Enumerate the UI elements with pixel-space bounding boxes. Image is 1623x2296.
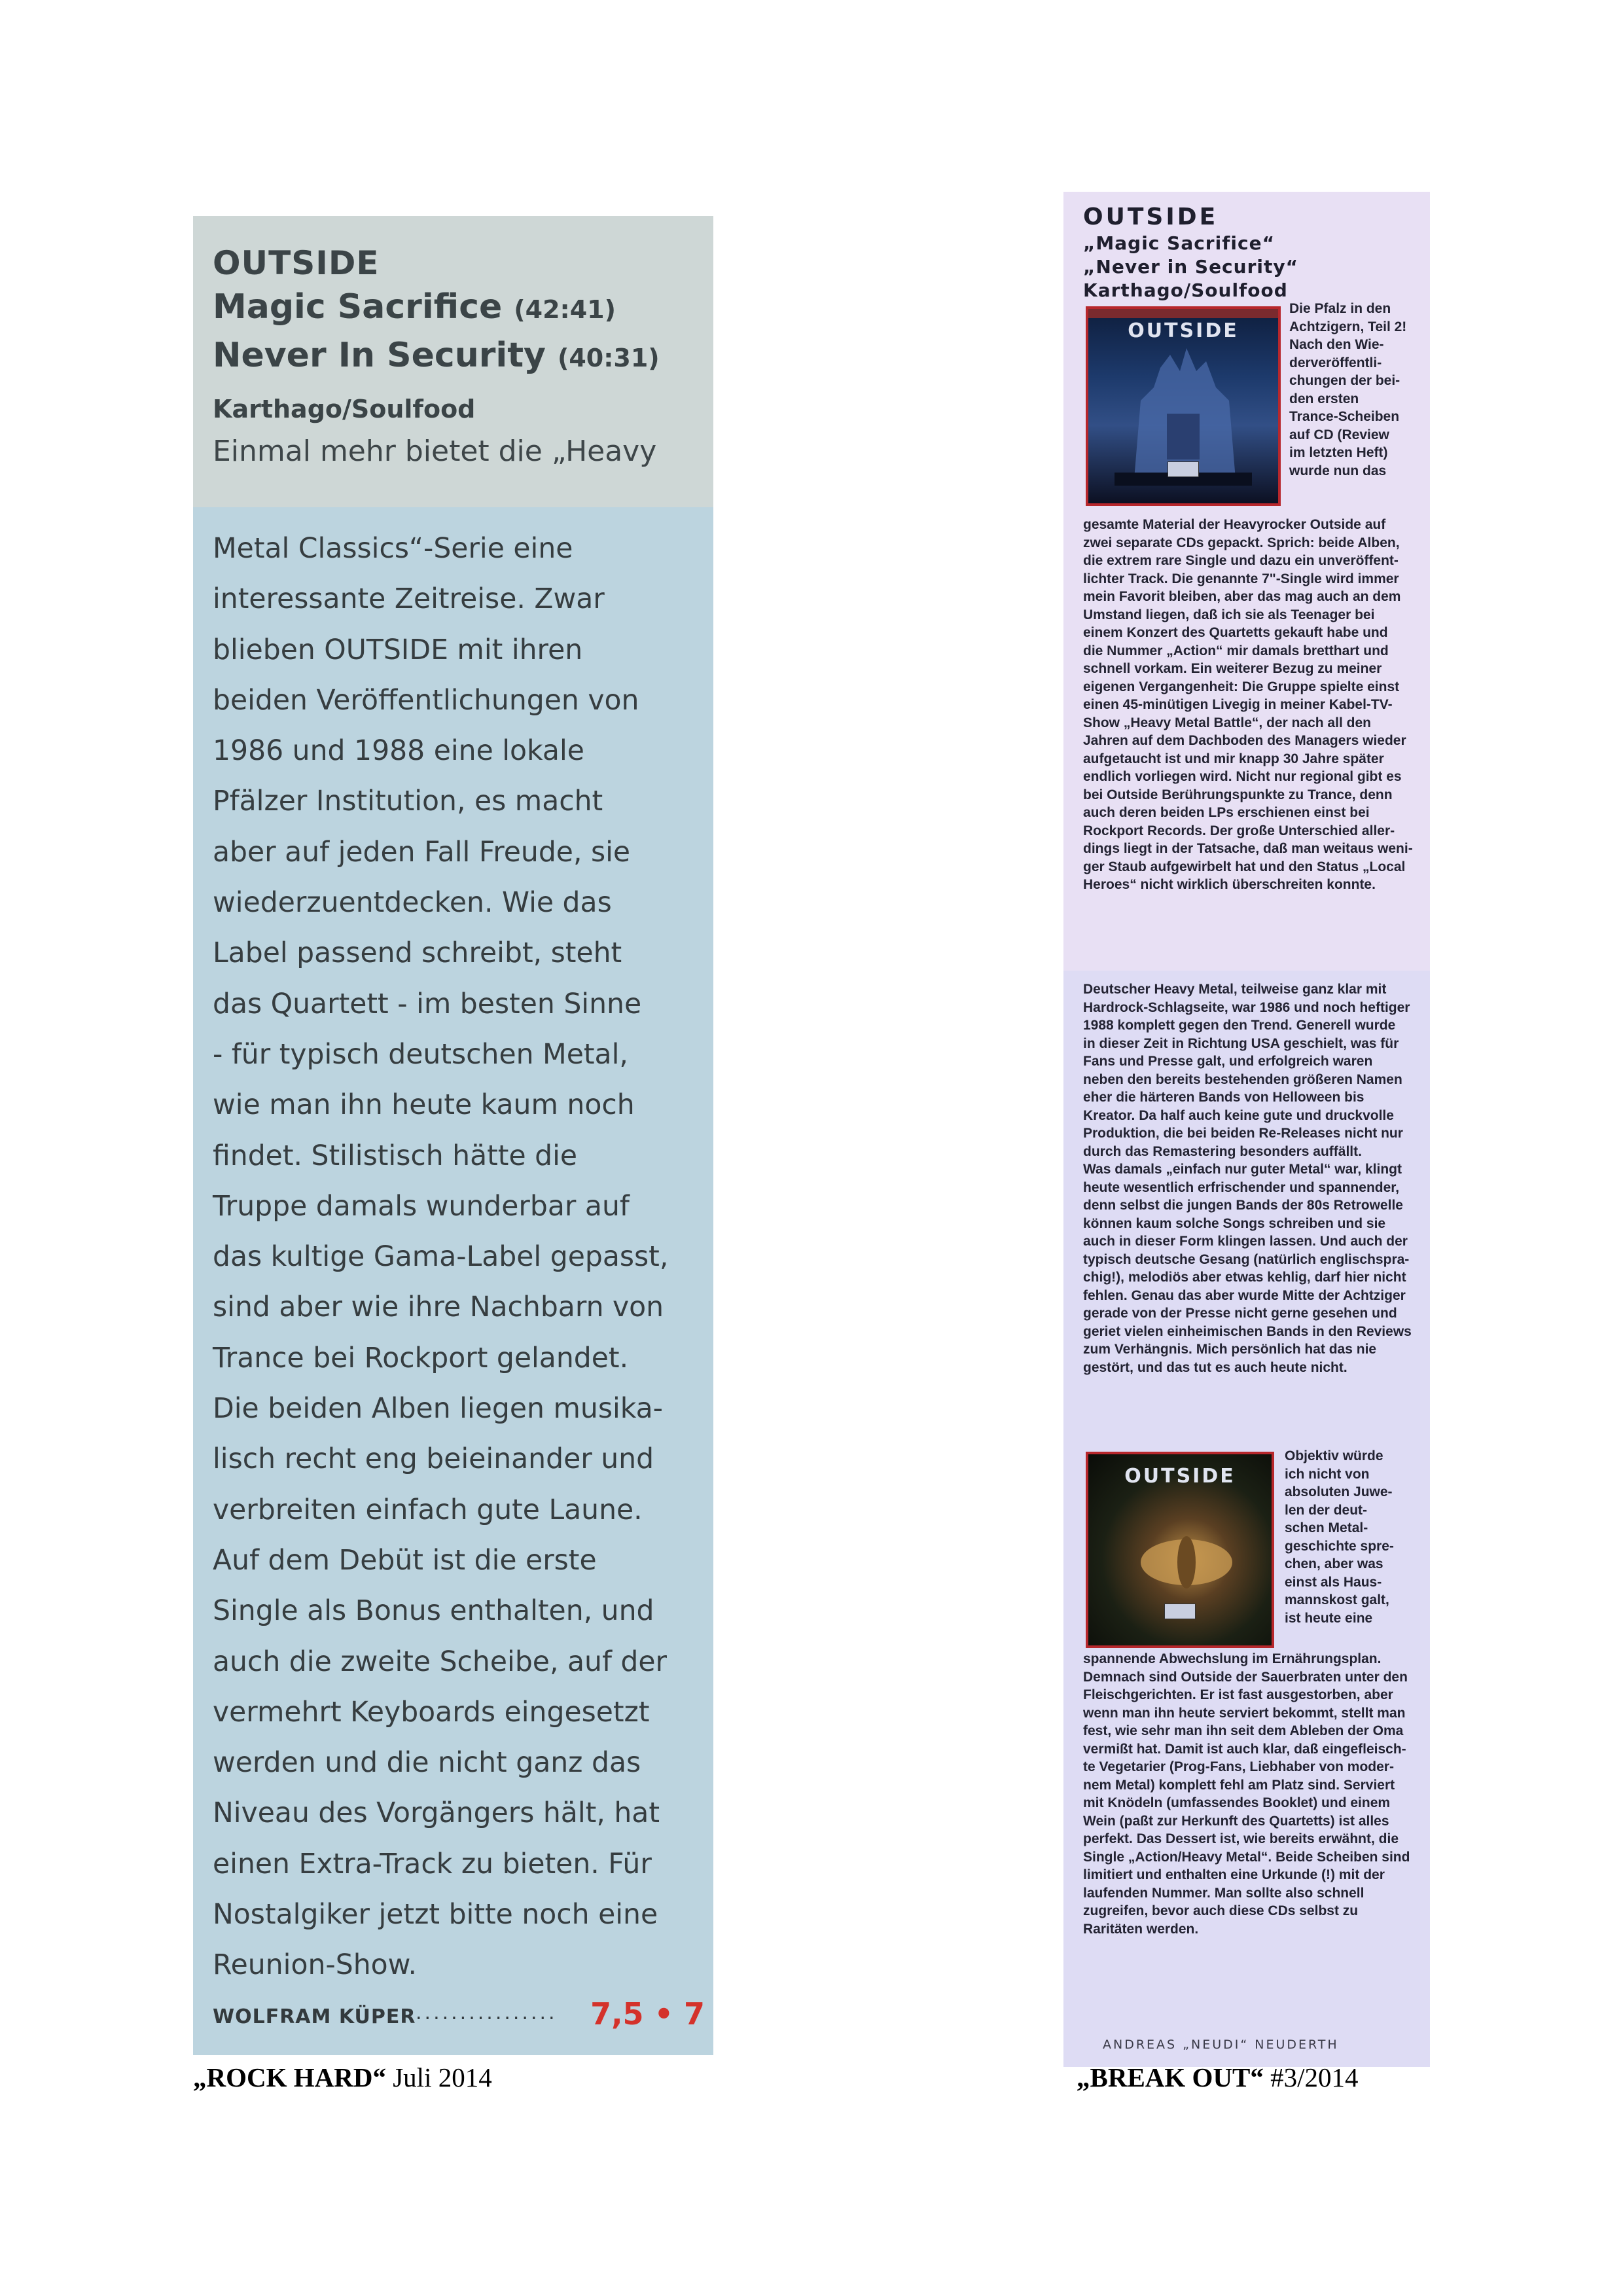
- text-line: auch deren beiden LPs erschienen einst bei: [1083, 805, 1370, 820]
- break-out-side-text-1: [1289, 300, 1427, 480]
- text-line: einst als Haus-: [1285, 1574, 1382, 1590]
- rock-hard-label: Karthago/Soulfood: [213, 395, 476, 423]
- album-2-title: Never In Security: [213, 336, 546, 375]
- text-line: Nach den Wie-: [1289, 337, 1384, 352]
- text-line: zugreifen, bevor auch diese CDs selbst zu: [1083, 1903, 1359, 1918]
- label-badge: [1168, 461, 1199, 477]
- review-line: Label passend schreibt, steht: [213, 937, 622, 970]
- caption-magazine: „BREAK OUT“: [1077, 2062, 1264, 2092]
- text-line: mannskost galt,: [1285, 1592, 1389, 1607]
- text-line: nem Metal) komplett fehl am Platz sind. Serviert: [1083, 1777, 1395, 1793]
- album-1-title: Magic Sacrifice: [213, 287, 503, 327]
- text-line: spannende Abwechslung im Ernährungsplan.: [1083, 1651, 1382, 1666]
- text-line: Produktion, die bei beiden Re-Releases nicht nur: [1083, 1126, 1403, 1141]
- text-line: chig!), melodiös aber etwas kehlig, darf hier nicht: [1083, 1270, 1406, 1285]
- text-line: Demnach sind Outside der Sauerbraten unter den: [1083, 1669, 1408, 1685]
- break-out-clipping: [1063, 192, 1430, 2067]
- break-out-band-name: OUTSIDE: [1083, 204, 1219, 230]
- review-line: Pfälzer Institution, es macht: [213, 785, 603, 818]
- review-line: sind aber wie ihre Nachbarn von: [213, 1291, 664, 1324]
- rock-hard-score: 7,5 • 7: [590, 1996, 705, 2032]
- text-line: mein Favorit bleiben, aber das mag auch an dem: [1083, 589, 1401, 604]
- text-line: ger Staub aufgewirbelt hat und den Status „Local: [1083, 859, 1406, 874]
- rock-hard-caption: [193, 2062, 492, 2093]
- text-line: geschichte spre-: [1285, 1538, 1394, 1554]
- rock-hard-band-name: OUTSIDE: [213, 244, 380, 282]
- review-line: interessante Zeitreise. Zwar: [213, 583, 605, 616]
- text-line: Achtzigern, Teil 2!: [1289, 319, 1407, 334]
- review-line: das Quartett - im besten Sinne: [213, 988, 642, 1020]
- rock-hard-album-1: [213, 284, 694, 332]
- rock-hard-intro: Einmal mehr bietet die „Heavy: [213, 435, 657, 468]
- text-line: Fleischgerichten. Er ist fast ausgestorben, aber: [1083, 1687, 1393, 1702]
- text-line: Umstand liegen, daß ich sie als Teenager bei: [1083, 607, 1375, 622]
- break-out-album-1-title: „Magic Sacrifice“: [1083, 232, 1275, 254]
- text-line: dings liegt in der Tatsache, daß man weitaus weni-: [1083, 841, 1413, 856]
- review-line: - für typisch deutschen Metal,: [213, 1038, 628, 1071]
- text-line: Die Pfalz in den: [1289, 301, 1391, 316]
- break-out-paragraph-1: [1083, 516, 1427, 894]
- rock-hard-clipping: [193, 216, 713, 2055]
- caption-issue: #3/2014: [1263, 2062, 1359, 2092]
- text-line: endlich vorliegen wird. Nicht nur regional gibt es: [1083, 769, 1402, 784]
- label-badge: [1164, 1604, 1196, 1619]
- text-line: ist heute eine: [1285, 1610, 1373, 1626]
- review-line: Die beiden Alben liegen musika-: [213, 1393, 664, 1426]
- text-line: schen Metal-: [1285, 1520, 1368, 1535]
- rock-hard-dot-leader: ................: [416, 2001, 558, 2024]
- break-out-label: Karthago/Soulfood: [1083, 279, 1288, 301]
- text-line: können kaum solche Songs schreiben und sie: [1083, 1215, 1386, 1231]
- review-line: Niveau des Vorgängers hält, hat: [213, 1797, 660, 1830]
- text-line: te Vegetarier (Prog-Fans, Liebhaber von moder-: [1083, 1759, 1394, 1774]
- text-line: in dieser Zeit in Richtung USA geschielt, was für: [1083, 1035, 1399, 1051]
- review-line: findet. Stilistisch hätte die: [213, 1139, 578, 1172]
- text-line: chungen der bei-: [1289, 373, 1400, 388]
- text-line: aufgetaucht ist und mir knapp 30 Jahre später: [1083, 751, 1384, 766]
- review-line: Reunion-Show.: [213, 1949, 418, 1982]
- text-line: Trance-Scheiben: [1289, 409, 1400, 424]
- review-line: Auf dem Debüt ist die erste: [213, 1544, 597, 1577]
- text-line: Kreator. Da half auch keine gute und druckvolle: [1083, 1107, 1394, 1123]
- text-line: gestört, und das tut es auch heute nicht.: [1083, 1359, 1347, 1375]
- text-line: bei Outside Berührungspunkte zu Trance, denn: [1083, 787, 1393, 802]
- text-line: wenn man ihn heute serviert bekommt, stellt man: [1083, 1705, 1406, 1721]
- rock-hard-review-body: [213, 524, 710, 1991]
- review-line: Trance bei Rockport gelandet.: [213, 1342, 629, 1374]
- text-line: auch in dieser Form klingen lassen. Und auch der: [1083, 1234, 1408, 1249]
- text-line: laufenden Nummer. Man sollte also schnell: [1083, 1885, 1364, 1901]
- review-line: vermehrt Keyboards eingesetzt: [213, 1696, 650, 1729]
- text-line: die Nummer „Action“ mir damals bretthart und: [1083, 643, 1389, 658]
- album-2-duration: (40:31): [557, 344, 660, 372]
- text-line: ich nicht von: [1285, 1466, 1370, 1482]
- magic-sacrifice-cover-image: [1086, 306, 1281, 506]
- text-line: lichter Track. Die genannte 7"-Single wird immer: [1083, 571, 1399, 586]
- text-line: eher die härteren Bands von Helloween bis: [1083, 1090, 1364, 1105]
- text-line: eigenen Vergangenheit: Die Gruppe spielte einst: [1083, 679, 1400, 694]
- text-line: schnell vorkam. Ein weiterer Bezug zu meiner: [1083, 661, 1382, 676]
- text-line: Raritäten werden.: [1083, 1921, 1199, 1937]
- text-line: geriet vielen einheimischen Bands in den Reviews: [1083, 1323, 1412, 1339]
- cover-band-logo: OUTSIDE: [1124, 1465, 1236, 1488]
- text-line: Wein (paßt zur Herkunft des Quartetts) ist alles: [1083, 1813, 1389, 1829]
- text-line: Was damals „einfach nur guter Metal“ war, klingt: [1083, 1162, 1402, 1177]
- text-line: Heroes“ nicht wirklich überschreiten konnte.: [1083, 877, 1376, 892]
- text-line: Show „Heavy Metal Battle“, der nach all den: [1083, 715, 1371, 730]
- break-out-paragraph-3: [1083, 1650, 1427, 1938]
- review-line: Nostalgiker jetzt bitte noch eine: [213, 1899, 658, 1931]
- album-1-duration: (42:41): [514, 295, 616, 324]
- rock-hard-author: WOLFRAM KÜPER: [213, 2005, 416, 2028]
- review-line: wie man ihn heute kaum noch: [213, 1089, 635, 1122]
- text-line: derveröffentli-: [1289, 355, 1382, 370]
- text-line: vermißt hat. Damit ist auch klar, daß eingefleisch-: [1083, 1741, 1406, 1757]
- review-line: 1986 und 1988 eine lokale: [213, 735, 584, 768]
- never-in-security-cover-image: [1086, 1452, 1274, 1648]
- text-line: Fans und Presse galt, und erfolgreich waren: [1083, 1054, 1373, 1069]
- text-line: Objektiv würde: [1285, 1448, 1383, 1463]
- rock-hard-footer: [213, 1996, 710, 2036]
- text-line: chen, aber was: [1285, 1556, 1383, 1571]
- text-line: Single „Action/Heavy Metal“. Beide Scheiben sind: [1083, 1849, 1410, 1865]
- text-line: absoluten Juwe-: [1285, 1484, 1393, 1499]
- text-line: auf CD (Review: [1289, 427, 1389, 442]
- text-line: denn selbst die jungen Bands der 80s Retrowelle: [1083, 1198, 1403, 1213]
- review-line: Metal Classics“-Serie eine: [213, 533, 573, 565]
- rock-hard-header: [193, 216, 713, 507]
- review-line: aber auf jeden Fall Freude, sie: [213, 836, 631, 869]
- text-line: Jahren auf dem Dachboden des Managers wieder: [1083, 733, 1406, 748]
- break-out-caption: [1077, 2062, 1359, 2093]
- review-line: wiederzuentdecken. Wie das: [213, 887, 612, 920]
- text-line: 1988 komplett gegen den Trend. Generell wurde: [1083, 1018, 1396, 1033]
- review-line: beiden Veröffentlichungen von: [213, 684, 639, 717]
- review-line: verbreiten einfach gute Laune.: [213, 1494, 643, 1526]
- text-line: im letzten Heft): [1289, 445, 1388, 460]
- text-line: den ersten: [1289, 391, 1359, 406]
- review-line: Single als Bonus enthalten, und: [213, 1595, 654, 1628]
- text-line: einen 45-minütigen Livegig in meiner Kabel-TV-: [1083, 697, 1393, 712]
- caption-issue: Juli 2014: [385, 2062, 492, 2092]
- text-line: neben den bereits bestehenden größeren Namen: [1083, 1071, 1402, 1087]
- break-out-author: ANDREAS „NEUDI“ NEUDERTH: [1103, 2037, 1339, 2052]
- text-line: fehlen. Genau das aber wurde Mitte der Achtziger: [1083, 1287, 1406, 1303]
- text-line: limitiert und enthalten eine Urkunde (!) mit der: [1083, 1867, 1385, 1882]
- review-line: lisch recht eng beieinander und: [213, 1443, 654, 1476]
- review-line: einen Extra-Track zu bieten. Für: [213, 1848, 652, 1880]
- review-line: blieben OUTSIDE mit ihren: [213, 634, 583, 666]
- text-line: die extrem rare Single und dazu ein unveröffent-: [1083, 553, 1399, 568]
- review-line: auch die zweite Scheibe, auf der: [213, 1645, 668, 1678]
- review-line: das kultige Gama-Label gepasst,: [213, 1241, 669, 1274]
- text-line: zum Verhängnis. Mich persönlich hat das nie: [1083, 1342, 1377, 1357]
- text-line: einem Konzert des Quartetts gekauft habe und: [1083, 625, 1388, 640]
- text-line: Hardrock-Schlagseite, war 1986 und noch heftiger: [1083, 999, 1410, 1015]
- text-line: perfekt. Das Dessert ist, wie bereits erwähnt, die: [1083, 1831, 1399, 1846]
- text-line: fest, wie sehr man ihn seit dem Ableben der Oma: [1083, 1723, 1404, 1738]
- text-line: Rockport Records. Der große Unterschied aller-: [1083, 823, 1395, 838]
- text-line: heute wesentlich erfrischender und spannender,: [1083, 1179, 1400, 1195]
- text-line: zwei separate CDs gepackt. Sprich: beide Alben,: [1083, 535, 1400, 550]
- review-line: Truppe damals wunderbar auf: [213, 1190, 630, 1223]
- text-line: gesamte Material der Heavyrocker Outside auf: [1083, 517, 1386, 532]
- caption-magazine: „ROCK HARD“: [193, 2062, 386, 2092]
- text-line: len der deut-: [1285, 1502, 1368, 1518]
- text-line: durch das Remastering besonders auffällt.: [1083, 1143, 1362, 1159]
- break-out-album-2-title: „Never in Security“: [1083, 256, 1299, 278]
- text-line: wurde nun das: [1289, 463, 1387, 478]
- rock-hard-album-2: [213, 332, 694, 381]
- text-line: gerade von der Presse nicht gerne gesehen und: [1083, 1306, 1397, 1321]
- text-line: typisch deutsche Gesang (natürlich englischspra-: [1083, 1251, 1410, 1267]
- break-out-side-text-2: [1285, 1447, 1425, 1627]
- text-line: mit Knödeln (umfassendes Booklet) und einem: [1083, 1795, 1391, 1810]
- break-out-paragraph-2: [1083, 980, 1427, 1376]
- cover-band-logo: OUTSIDE: [1128, 319, 1239, 342]
- review-line: werden und die nicht ganz das: [213, 1747, 641, 1780]
- text-line: Deutscher Heavy Metal, teilweise ganz klar mit: [1083, 982, 1387, 997]
